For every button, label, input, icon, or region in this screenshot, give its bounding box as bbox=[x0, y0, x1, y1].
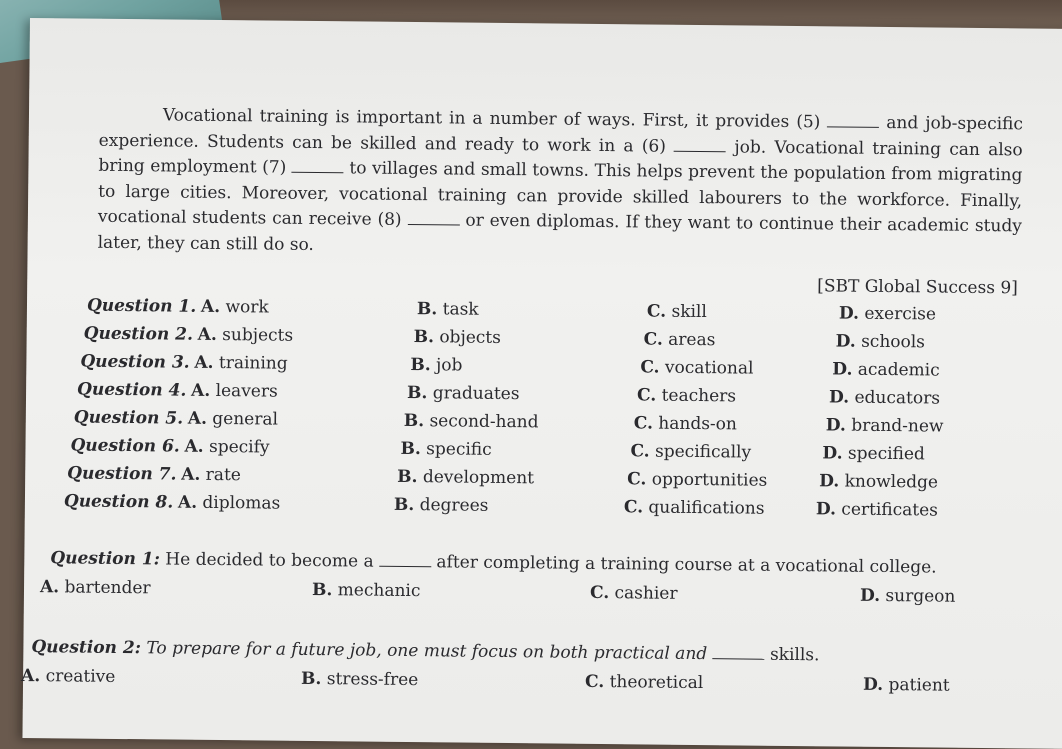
question-label: Question 2. bbox=[84, 324, 193, 345]
passage-text-1: Vocational training is important in a number of ways. First, it provides (5) bbox=[163, 105, 828, 132]
stem-text-after: skills. bbox=[765, 645, 820, 666]
option-a[interactable]: A. subjects bbox=[198, 325, 294, 346]
option-letter: B. bbox=[400, 439, 421, 459]
option-b[interactable]: B. specific bbox=[400, 439, 491, 460]
worksheet-page bbox=[22, 18, 1062, 749]
blank-5[interactable] bbox=[827, 112, 879, 128]
option-letter: A. bbox=[40, 577, 59, 597]
blank-6[interactable] bbox=[674, 136, 726, 152]
question-label: Question 1. bbox=[87, 296, 196, 317]
option-c[interactable]: C. theoretical bbox=[585, 672, 703, 693]
option-letter: B. bbox=[397, 467, 418, 487]
option-letter: B. bbox=[404, 411, 425, 431]
option-letter: A. bbox=[191, 381, 210, 401]
option-letter: D. bbox=[863, 675, 883, 695]
option-letter: B. bbox=[410, 355, 431, 375]
option-b[interactable]: B. mechanic bbox=[312, 580, 421, 601]
option-letter: D. bbox=[826, 415, 846, 435]
option-letter: A. bbox=[188, 409, 207, 429]
option-letter: B. bbox=[417, 299, 438, 319]
question-stem bbox=[50, 548, 936, 577]
option-letter: A. bbox=[21, 666, 40, 686]
passage-text-4: to villages and small towns. This helps prevent the population from migrating to large cities. Moreover, vocational training can provide skilled labourers to the workforce. Finally, vocational students can receive (8) bbox=[98, 158, 1023, 230]
question-label: Question 2: bbox=[31, 637, 141, 658]
option-letter: A. bbox=[201, 297, 220, 317]
option-d[interactable]: D. surgeon bbox=[860, 586, 956, 607]
option-b[interactable]: B. development bbox=[397, 467, 534, 488]
option-c[interactable]: C. qualifications bbox=[624, 497, 765, 518]
question-label: Question 6. bbox=[70, 435, 179, 456]
option-letter: C. bbox=[644, 329, 663, 349]
option-letter: C. bbox=[630, 441, 649, 461]
blank-7[interactable] bbox=[292, 158, 344, 174]
option-d[interactable]: D. patient bbox=[863, 675, 950, 696]
option-c[interactable]: C. hands-on bbox=[634, 413, 737, 434]
option-d[interactable]: D. specified bbox=[822, 443, 925, 464]
option-a[interactable]: A. work bbox=[201, 297, 269, 318]
option-c[interactable]: C. areas bbox=[644, 329, 716, 350]
option-c[interactable]: C. cashier bbox=[590, 583, 678, 604]
option-letter: D. bbox=[832, 359, 852, 379]
option-letter: A. bbox=[184, 437, 203, 457]
option-letter: C. bbox=[640, 357, 659, 377]
option-letter: B. bbox=[407, 383, 428, 403]
option-letter: D. bbox=[822, 443, 842, 463]
option-d[interactable]: D. educators bbox=[829, 387, 940, 408]
option-a[interactable]: A. specify bbox=[184, 437, 269, 458]
option-letter: D. bbox=[819, 471, 839, 491]
option-b[interactable]: B. stress-free bbox=[301, 669, 418, 690]
option-letter: C. bbox=[647, 301, 666, 321]
option-b[interactable]: B. degrees bbox=[394, 495, 489, 516]
option-a[interactable]: A. creative bbox=[21, 666, 116, 687]
source-citation: [SBT Global Success 9] bbox=[817, 276, 1018, 298]
option-d[interactable]: D. schools bbox=[836, 331, 926, 352]
option-letter: A. bbox=[198, 325, 217, 345]
option-letter: D. bbox=[829, 387, 849, 407]
option-letter: C. bbox=[634, 413, 653, 433]
option-a[interactable]: A. rate bbox=[181, 465, 241, 486]
question-label: Question 3. bbox=[80, 352, 189, 373]
option-letter: B. bbox=[301, 669, 322, 689]
option-a[interactable]: A. training bbox=[194, 353, 287, 374]
stem-text-after: after completing a training course at a vocational college. bbox=[431, 552, 937, 577]
option-b[interactable]: B. objects bbox=[414, 327, 501, 348]
option-letter: D. bbox=[836, 331, 856, 351]
option-d[interactable]: D. knowledge bbox=[819, 471, 938, 492]
question-label: Question 4. bbox=[77, 380, 186, 401]
option-d[interactable]: D. brand-new bbox=[826, 415, 944, 436]
option-b[interactable]: B. graduates bbox=[407, 383, 520, 404]
option-letter: A. bbox=[194, 353, 213, 373]
passage-text-2: and job-specific experience. Students can be skilled and ready to work in a (6) bbox=[99, 113, 1023, 156]
option-letter: D. bbox=[839, 303, 859, 323]
option-letter: B. bbox=[394, 495, 415, 515]
option-c[interactable]: C. skill bbox=[647, 301, 707, 322]
option-letter: B. bbox=[414, 327, 435, 347]
option-b[interactable]: B. job bbox=[410, 355, 462, 376]
option-letter: C. bbox=[624, 497, 643, 517]
option-b[interactable]: B. task bbox=[417, 299, 479, 320]
question-label: Question 1: bbox=[50, 548, 160, 569]
option-letter: C. bbox=[585, 672, 604, 692]
question-label: Question 7. bbox=[67, 463, 176, 484]
option-c[interactable]: C. teachers bbox=[637, 385, 736, 406]
option-a[interactable]: A. bartender bbox=[40, 577, 151, 598]
passage-text-5: or even diplomas. If they want to continue their academic study later, they can still do so. bbox=[98, 211, 1022, 255]
option-b[interactable]: B. second-hand bbox=[404, 411, 539, 432]
stem-text-before: He decided to become a bbox=[160, 549, 379, 571]
option-c[interactable]: C. specifically bbox=[630, 441, 751, 462]
question-label: Question 8. bbox=[64, 491, 173, 512]
option-d[interactable]: D. certificates bbox=[816, 499, 938, 520]
option-letter: A. bbox=[181, 465, 200, 485]
reading-passage bbox=[98, 103, 1024, 266]
passage-text-3: job. Vocational training can also bring employment (7) bbox=[98, 137, 1022, 178]
option-d[interactable]: D. academic bbox=[832, 359, 939, 380]
option-letter: D. bbox=[816, 499, 836, 519]
question-stem bbox=[31, 637, 819, 665]
answer-blank[interactable] bbox=[713, 644, 765, 660]
option-a[interactable]: A. leavers bbox=[191, 381, 278, 402]
option-d[interactable]: D. exercise bbox=[839, 303, 936, 324]
option-letter: C. bbox=[637, 385, 656, 405]
blank-8[interactable] bbox=[407, 210, 459, 226]
passage-paragraph bbox=[98, 103, 1024, 266]
option-c[interactable]: C. vocational bbox=[640, 357, 753, 378]
option-letter: C. bbox=[590, 583, 609, 603]
option-letter: B. bbox=[312, 580, 333, 600]
question-label: Question 5. bbox=[74, 407, 183, 428]
option-letter: D. bbox=[860, 586, 880, 606]
option-a[interactable]: A. diplomas bbox=[178, 493, 281, 514]
stem-text-before: To prepare for a future job, one must focus on both practical and bbox=[141, 638, 713, 664]
option-letter: C. bbox=[627, 469, 646, 489]
answer-blank[interactable] bbox=[379, 552, 431, 568]
option-a[interactable]: A. general bbox=[188, 409, 278, 430]
option-letter: A. bbox=[178, 493, 197, 513]
option-c[interactable]: C. opportunities bbox=[627, 469, 767, 490]
